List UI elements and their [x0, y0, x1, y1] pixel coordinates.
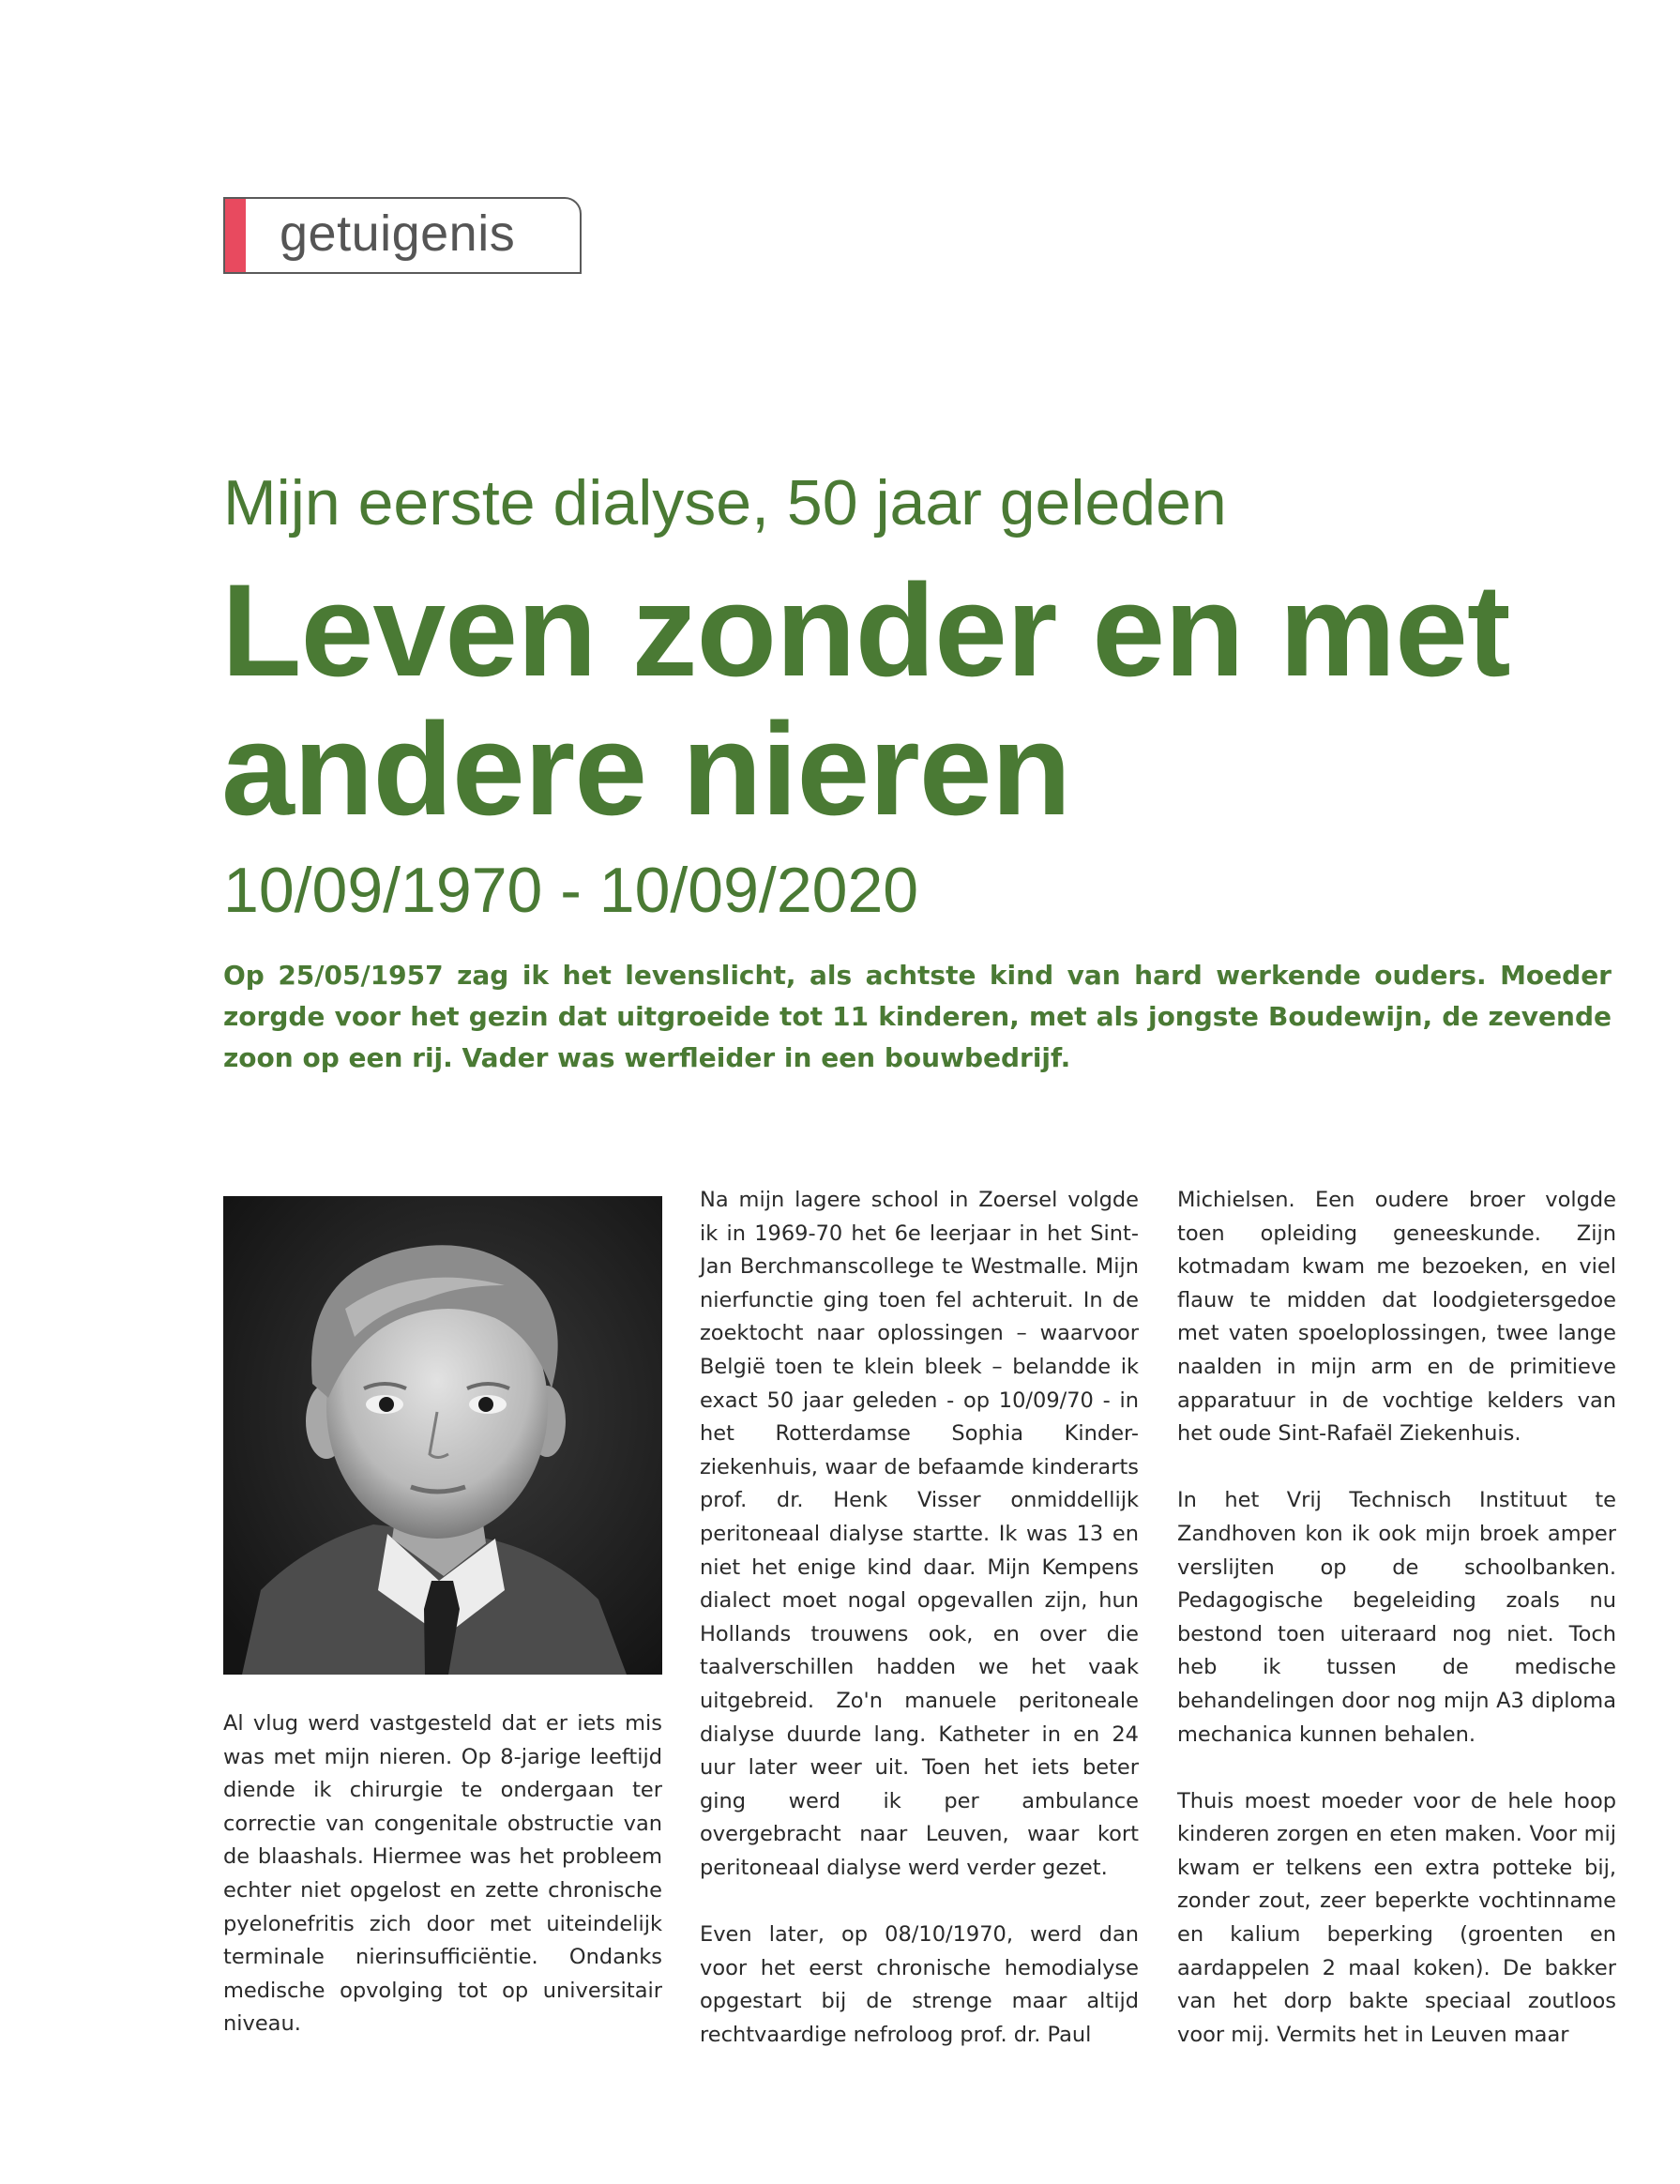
article-column-3 — [1177, 1184, 1616, 2052]
paragraph: In het Vrij Technisch Instituut te Zandhoven kon ik ook mijn broek amper verslijten op de schoolbanken. Pedagogische begeleiding zoals nu bestond toen uiteraard nog niet. Toch heb ik tussen de medische behandelingen door nog mijn A3 diploma mechanica kunnen behalen. — [1177, 1488, 1616, 1747]
paragraph: Na mijn lagere school in Zoersel volgde ik in 1969-70 het 6e leerjaar in het Sint-Jan Berchmanscollege te Westmalle. Mijn nierfunctie ging toen fel achteruit. In de zoektocht naar oplossingen – waarvoor België toen te klein bleek – belandde ik exact 50 jaar geleden - op 10/09/70 - in het Rotterdamse Sophia Kinder-ziekenhuis, waar de befaamde kinderarts prof. dr. Henk Visser onmiddellijk peritoneaal dialyse startte. Ik was 13 en niet het enige kind daar. Mijn Kempens dialect moet nogal opgevallen zijn, hun Hollands trouwens ook, en over die taalverschillen hadden we het vaak uitgebreid. Zo'n manuele peritoneale dialyse duurde lang. Katheter in en 24 uur later weer uit. Toen het iets beter ging werd ik per ambulance overgebracht naar Leuven, waar kort peritoneaal dialyse werd verder gezet. — [700, 1188, 1139, 1880]
paragraph: Even later, op 08/10/1970, werd dan voor het eerst chronische hemodialyse opgestart bij de strenge maar altijd rechtvaardige nefroloog prof. dr. Paul — [700, 1922, 1139, 2047]
article-kicker: Mijn eerste dialyse, 50 jaar geleden — [223, 467, 1227, 538]
article-dates: 10/09/1970 - 10/09/2020 — [223, 855, 919, 926]
paragraph: Michielsen. Een oudere broer volgde toen opleiding geneeskunde. Zijn kotmadam kwam me bezoeken, en viel flauw te midden dat loodgietersgedoe met vaten spoeloplossingen, twee lange naalden in mijn arm en de primitieve apparatuur in de vochtige kelders van het oude Sint-Rafaël Ziekenhuis. — [1177, 1188, 1616, 1447]
paragraph: Al vlug werd vastgesteld dat er iets mis was met mijn nieren. Op 8-jarige leeftijd diende ik chirurgie te ondergaan ter correctie van congenitale obstructie van de blaashals. Hiermee was het probleem echter niet opgelost en zette chronische pyelonefritis zich door met uiteindelijk terminale nierinsufficiëntie. Ondanks medische opvolging tot op universitair niveau. — [223, 1711, 662, 2037]
section-tag — [223, 197, 582, 274]
article-intro: Op 25/05/1957 zag ik het levenslicht, als achtste kind van hard werkende ouders. Moeder zorgde voor het gezin dat uitgroeide tot 11 kinderen, met als jongste Boudewijn, de zevende zoon op een rij. Vader was werfleider in een bouwbedrijf. — [223, 960, 1612, 1073]
article-column-1 — [223, 1707, 662, 2041]
paragraph: Thuis moest moeder voor de hele hoop kinderen zorgen en eten maken. Voor mij kwam er telkens een extra potteke bij, zonder zout, zeer beperkte vochtinname en kalium beperking (groenten en aardappelen 2 maal koken). De bakker van het dorp bakte speciaal zoutloos voor mij. Vermits het in Leuven maar — [1177, 1788, 1616, 2047]
portrait-photo — [223, 1196, 662, 1675]
article-title: Leven zonder en met andere nieren — [221, 556, 1510, 842]
section-tag-label: getuigenis — [280, 205, 516, 262]
article-column-2 — [700, 1184, 1139, 2052]
section-tag-accent-bar — [225, 199, 246, 272]
